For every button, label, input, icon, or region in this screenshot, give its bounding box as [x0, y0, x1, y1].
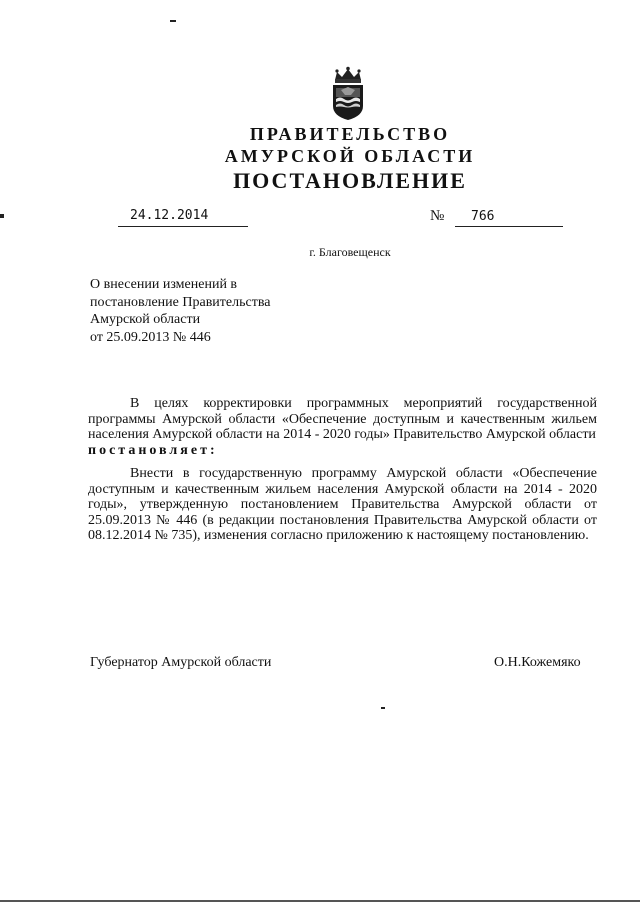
coat-of-arms-icon: [327, 66, 369, 122]
org-name-line-2: АМУРСКОЙ ОБЛАСТИ: [224, 146, 476, 166]
subject-line: от 25.09.2013 № 446: [90, 329, 211, 345]
document-type-title: ПОСТАНОВЛЕНИЕ: [233, 168, 467, 193]
subject-line: О внесении изменений в: [90, 277, 238, 292]
resolves-word: постановляет:: [88, 442, 218, 458]
scan-edge-line: [0, 900, 640, 902]
document-number: 766: [455, 205, 563, 227]
scan-speck: [170, 20, 176, 22]
subject-line: постановление Правительства: [90, 294, 271, 310]
org-name-line-1: ПРАВИТЕЛЬСТВО: [249, 124, 451, 144]
preamble-text: В целях корректировки программных мероприятий государственной программы Амурской области «Обеспечение доступным и качественным жильем населения Амурской области на 2014 - 2020 годы» Правительство Амурской области: [88, 396, 597, 443]
signatory-position: Губернатор Амурской области: [90, 655, 272, 670]
resolution-paragraph: Внести в государственную программу Амурской области «Обеспечение доступным и качественным жильем населения Амурской области на 2014 - 2020 годы», утвержденную постановлением Правительства Амурской области от 25.09.2013 № 446 (в редакции постановления Правительства Амурской области от 08.12.2014 № 735), изменения согласно приложению к настоящему постановлению.: [88, 466, 597, 544]
preamble-paragraph: [88, 396, 597, 458]
scan-speck: [381, 707, 385, 709]
city-name: г. Благовещенск: [309, 245, 391, 259]
subject-line: Амурской области: [90, 312, 201, 327]
document-subject: [90, 276, 350, 346]
signatory-name: О.Н.Кожемяко: [494, 655, 581, 670]
number-sign: №: [430, 208, 445, 224]
scan-speck: [0, 214, 4, 218]
document-date: 24.12.2014: [118, 205, 248, 227]
